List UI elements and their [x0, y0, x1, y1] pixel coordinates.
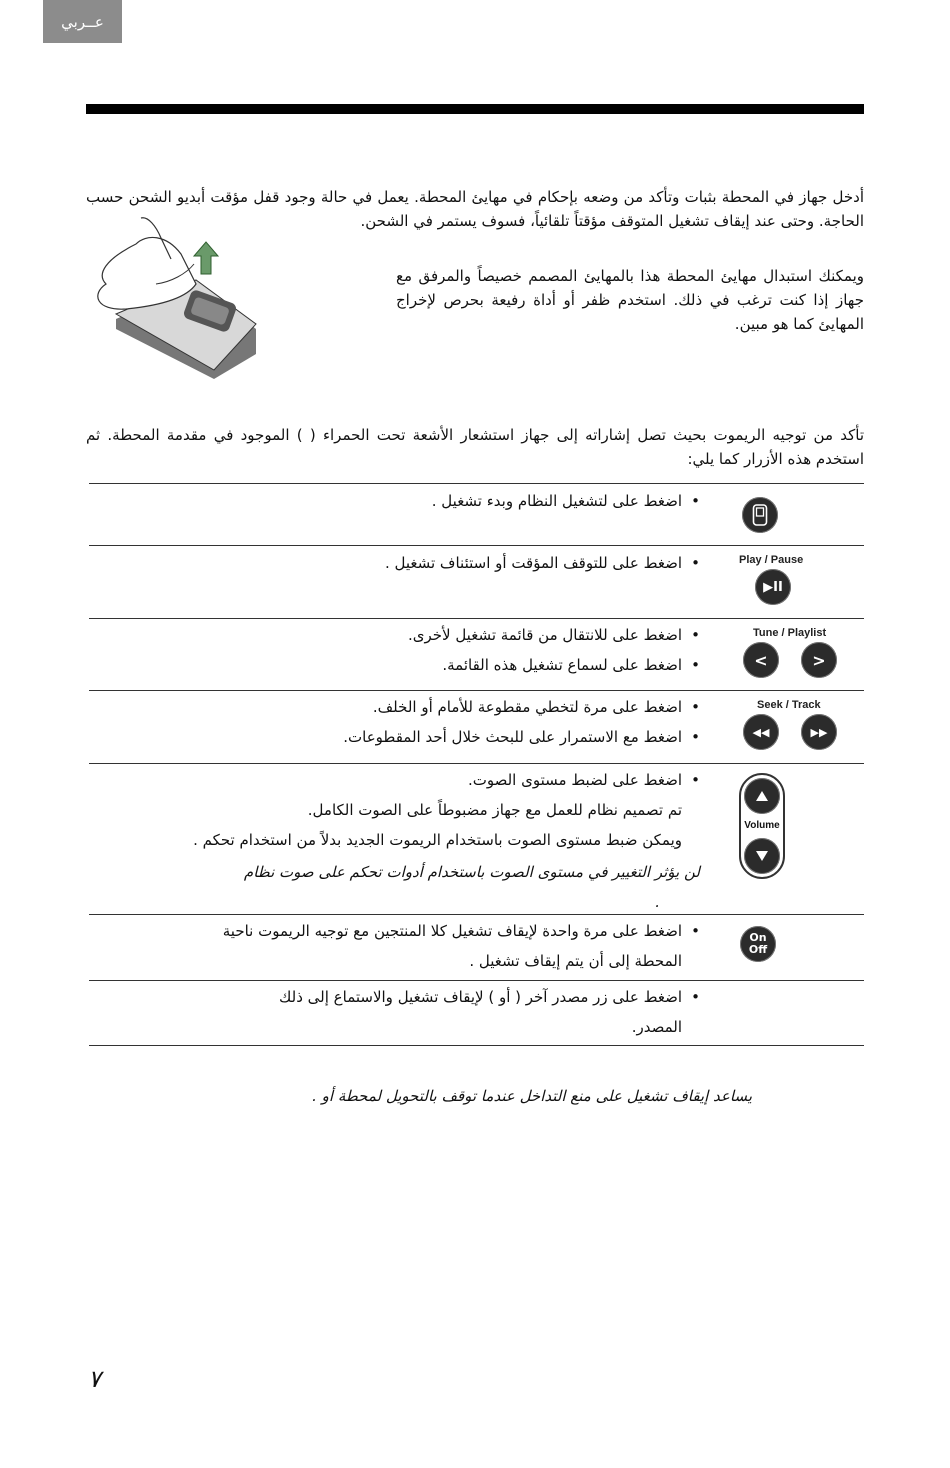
ipod-icon	[752, 504, 768, 526]
row-text: ويمكن ضبط مستوى الصوت باستخدام الريموت الجديد بدلاً من استخدام تحكم .	[193, 831, 682, 849]
row-text: • اضغط على لضبط مستوى الصوت.	[90, 765, 700, 795]
row-text: • اضغط على مرة واحدة لإيقاف تشغيل كلا المنتجين مع توجيه الريموت ناحية	[90, 916, 700, 946]
chevron-left-icon: <	[754, 650, 768, 670]
table-rule	[89, 618, 864, 619]
page-number: ٧	[88, 1365, 101, 1393]
row-text: المصدر.	[631, 1018, 682, 1036]
table-rule	[89, 763, 864, 764]
tune-right-button[interactable]	[801, 642, 837, 678]
row-text: • اضغط على لتشغيل النظام وبدء تشغيل .	[90, 486, 700, 516]
power-on-label: On	[749, 931, 767, 944]
table-rule	[89, 980, 864, 981]
footnote: يساعد إيقاف تشغيل على منع التداخل عندما توقف بالتحويل لمحطة أو .	[312, 1087, 752, 1105]
table-rule	[89, 1045, 864, 1046]
header-rule	[86, 104, 864, 114]
chevron-right-icon: >	[812, 650, 826, 670]
table-row-seek	[90, 692, 700, 752]
play-pause-icon: ▶II	[763, 579, 783, 595]
seek-previous-button[interactable]	[743, 714, 779, 750]
dock-device-illustration	[86, 214, 258, 380]
table-row-other-source	[90, 982, 700, 1042]
row-text: • اضغط على زر مصدر آخر ( أو ) لإيقاف تشغيل والاستماع إلى ذلك	[90, 982, 700, 1012]
row-text: تم تصميم نظام للعمل مع جهاز مضبوطاً على الصوت الكامل.	[307, 801, 682, 819]
triangle-up-icon	[755, 790, 769, 802]
table-row-tune	[90, 620, 700, 680]
table-rule	[89, 483, 864, 484]
table-rule	[89, 690, 864, 691]
volume-down-button[interactable]	[744, 838, 780, 874]
play-pause-button[interactable]	[755, 569, 791, 605]
language-tab[interactable]: عــربي	[43, 0, 122, 43]
note-text: لن يؤثر التغيير في مستوى الصوت باستخدام أدوات تحكم على صوت نظام	[243, 863, 700, 881]
seek-next-button[interactable]	[801, 714, 837, 750]
triangle-down-icon	[755, 850, 769, 862]
table-row-source	[90, 486, 700, 516]
table-row-play-pause	[90, 548, 700, 578]
row-text: • اضغط مع الاستمرار على للبحث خلال أحد المقطوعات.	[90, 722, 700, 752]
row-text: • اضغط على للتوقف المؤقت أو استئناف تشغيل .	[90, 548, 700, 578]
volume-label: Volume	[744, 820, 780, 831]
table-row-volume	[90, 765, 700, 855]
note-text: .	[655, 893, 660, 911]
row-text: • اضغط على لسماع تشغيل هذه القائمة.	[90, 650, 700, 680]
previous-track-icon: ◀◀	[752, 725, 770, 739]
volume-up-button[interactable]	[744, 778, 780, 814]
intro-paragraph-2: ويمكنك استبدال مهايئ المحطة هذا بالمهايئ المصمم خصيصاً والمرفق مع جهاز إذا كنت ترغب في ذلك. استخدم ظفر أو أداة رفيعة بحرص لإخراج المهايئ كما هو مبين.	[396, 267, 864, 333]
row-text: المحطة إلى أن يتم إيقاف تشغيل .	[469, 952, 682, 970]
remote-instructions: تأكد من توجيه الريموت بحيث تصل إشاراته إلى جهاز استشعار الأشعة تحت الحمراء ( ) الموجود في مقدمة المحطة. ثم استخدم هذه الأزرار كما يلي:	[86, 426, 864, 468]
row-text: • اضغط على مرة لتخطي مقطوعة للأمام أو الخلف.	[90, 692, 700, 722]
intro-paragraph-1: أدخل جهاز في المحطة بثبات وتأكد من وضعه بإحكام في مهايئ المحطة. يعمل في حالة وجود قفل مؤقت أبديو الشحن حسب الحاجة. وحتى عند إيقاف تشغيل المتوقف مؤقتاً تلقائياً، فسوف يستمر في الشحن.	[86, 188, 864, 230]
power-off-label: Off	[748, 943, 768, 956]
play-pause-label: Play / Pause	[739, 554, 804, 566]
row-text: • اضغط على للانتقال من قائمة تشغيل لأخرى.	[90, 620, 700, 650]
next-track-icon: ▶▶	[810, 725, 828, 739]
table-rule	[89, 545, 864, 546]
volume-note	[244, 857, 700, 917]
power-button[interactable]	[740, 926, 776, 962]
volume-rocker	[739, 773, 785, 879]
tune-left-button[interactable]	[743, 642, 779, 678]
table-row-power	[90, 916, 700, 976]
tune-playlist-label: Tune / Playlist	[753, 627, 827, 639]
seek-track-label: Seek / Track	[757, 699, 821, 711]
ipod-source-button[interactable]	[742, 497, 778, 533]
